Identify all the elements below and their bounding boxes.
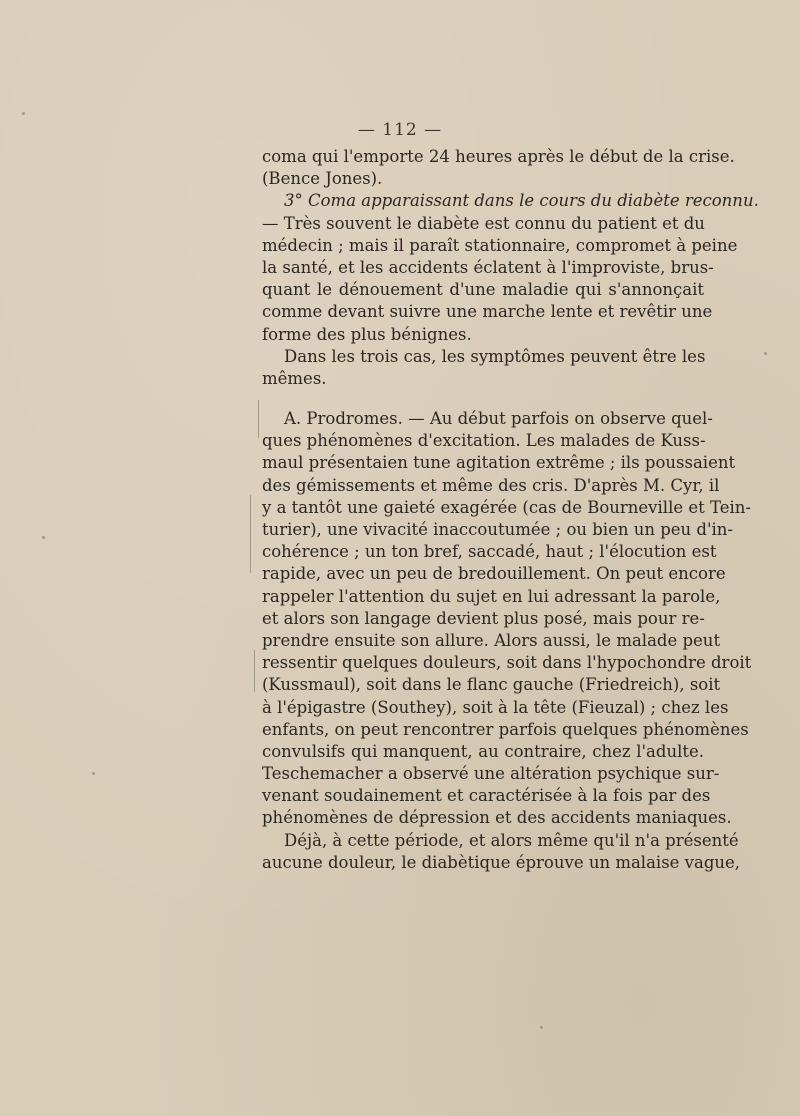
subsection-heading-line: A. Prodromes. — Au début parfois on observe quel- [284,409,713,429]
margin-pencil-mark [258,400,259,438]
text-line: aucune douleur, le diabètique éprouve un malaise vague, [262,852,741,872]
text-line: y a tantôt une gaieté exagérée (cas de Bourneville et Tein- [262,497,751,517]
text-line: maul présentaien tune agitation extrême ; ils poussaient [262,453,736,473]
text-line: médecin ; mais il paraît stationnaire, compromet à peine [262,235,738,255]
text-line: (Kussmaul), soit dans le flanc gauche (Friedreich), soit [262,675,721,695]
paper-speck [92,772,95,775]
text-line: Dans les trois cas, les symptômes peuvent être les [284,346,706,366]
text-line: et alors son langage devient plus posé, mais pour re- [262,608,705,628]
text-line: prendre ensuite son allure. Alors aussi, le malade peut [262,630,721,650]
text-line: Déjà, à cette période, et alors même qu'il n'a présenté [284,830,739,850]
text-line: Teschemacher a observé une altération psychique sur- [262,764,720,784]
text-line: enfants, on peut rencontrer parfois quelques phénomènes [262,719,749,739]
text-line: phénomènes de dépression et des accidents maniaques. [262,808,732,828]
text-line: venant soudainement et caractérisée à la fois par des [262,786,711,806]
margin-pencil-mark [250,495,251,573]
text-line: rappeler l'attention du sujet en lui adressant la parole, [262,586,721,606]
paper-speck [22,112,25,115]
text-line: convulsifs qui manquent, au contraire, chez l'adulte. [262,741,704,761]
text-line: à l'épigastre (Southey), soit à la tête (Fieuzal) ; chez les [262,697,729,717]
text-line: rapide, avec un peu de bredouillement. On peut encore [262,564,726,584]
text-line: ques phénomènes d'excitation. Les malades de Kuss- [262,431,706,451]
text-line: mêmes. [262,368,327,388]
page-number: — 112 — [357,120,443,140]
text-line: la santé, et les accidents éclatent à l'improviste, brus- [262,257,714,277]
paragraph-spacer [262,390,704,408]
paper-speck [764,352,767,355]
text-line: quant le dénouement d'une maladie qui s'annonçait [262,280,704,300]
text-line: (Bence Jones). [262,169,383,189]
paper-speck [42,536,45,539]
text-line: turier), une vivacité inaccoutumée ; ou bien un peu d'in- [262,520,733,539]
text-line: coma qui l'emporte 24 heures après le début de la crise. [262,147,735,166]
text-line: cohérence ; un ton bref, saccadé, haut ; l'élocution est [262,542,717,562]
text-line: — Très souvent le diabète est connu du patient et du [262,213,705,233]
text-line: des gémissements et même des cris. D'après M. Cyr, il [262,475,720,495]
text-line: forme des plus bénignes. [262,324,472,344]
text-line: comme devant suivre une marche lente et revêtir une [262,302,713,322]
text-line: ressentir quelques douleurs, soit dans l'hypochondre droit [262,653,752,673]
margin-pencil-mark [254,650,255,692]
body-text [262,146,759,874]
paper-speck [540,1026,543,1029]
section-heading-line: 3° Coma apparaissant dans le cours du diabète reconnu. [284,191,759,211]
